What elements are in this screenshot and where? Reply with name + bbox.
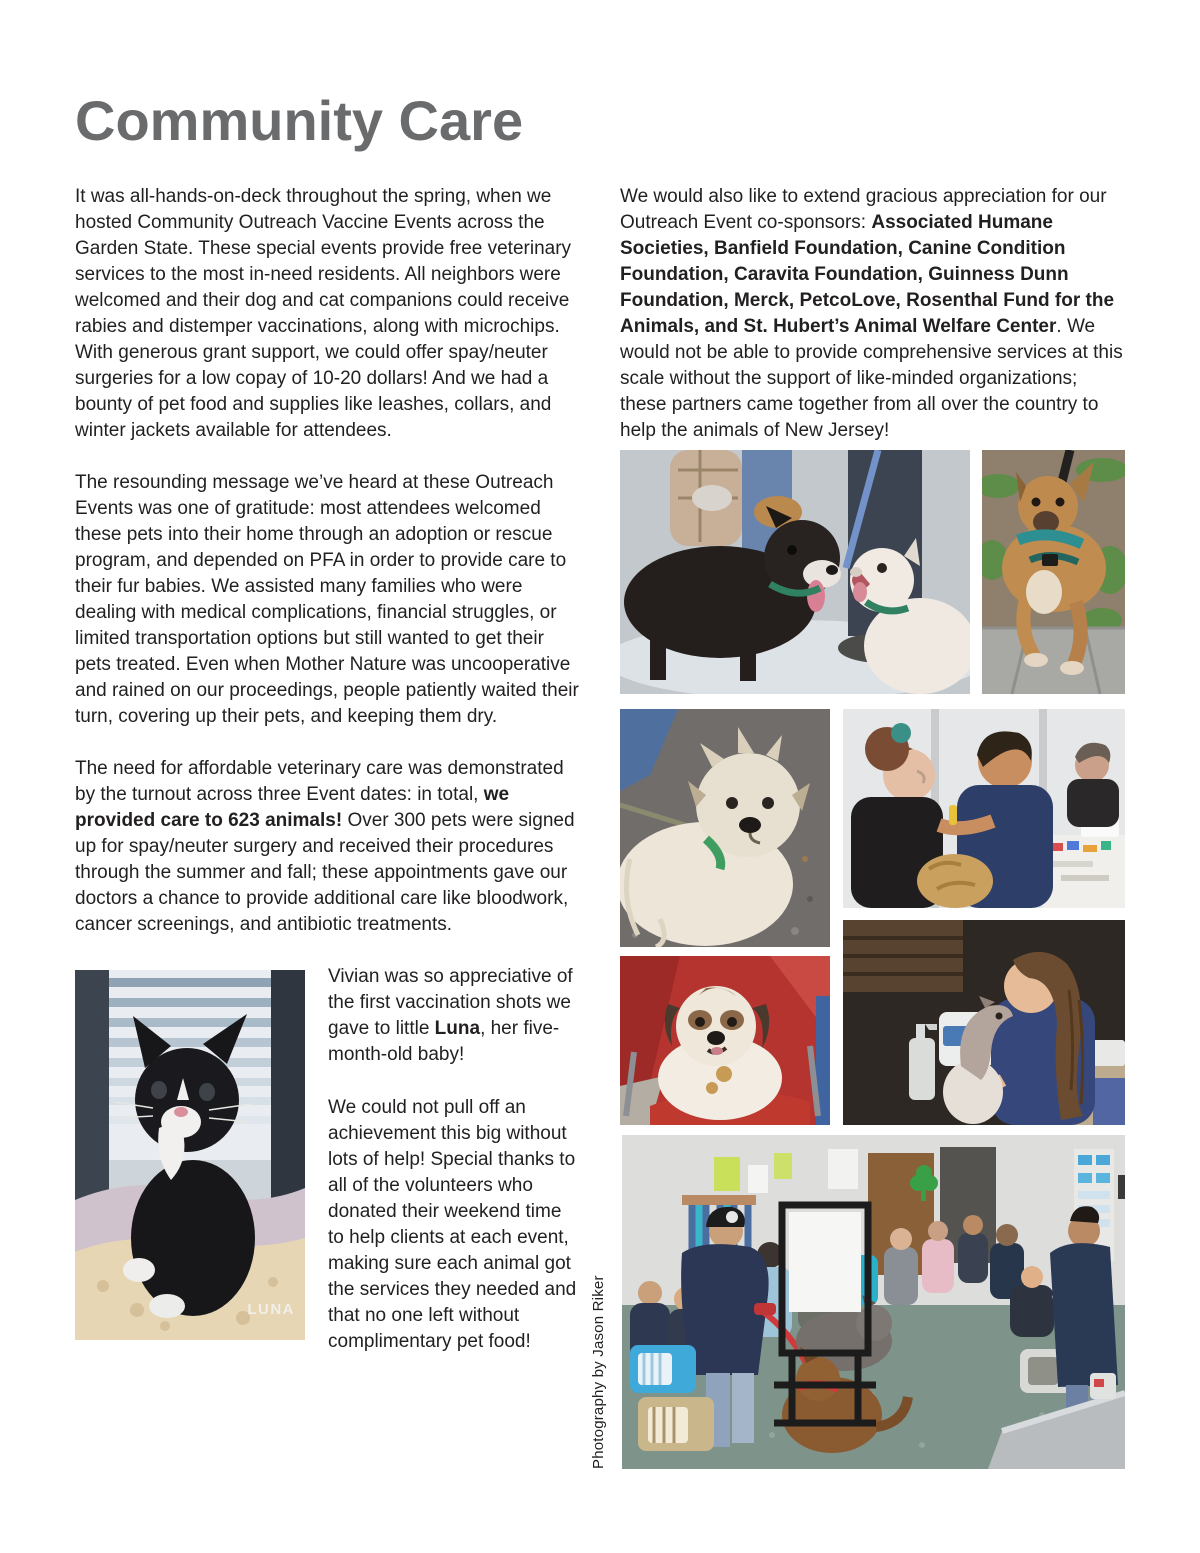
photo-luna-kitten	[75, 970, 305, 1340]
paragraph-sponsors: We would also like to extend gracious appreciation for our Outreach Event co-sponsors: Associated Humane Societies, Banfield Foundation, Canine Condition Foundation, Caravita Foundation, Guinness Dunn Foundation, Merck, PetcoLove, Rosenthal Fund for the Animals, and St. Hubert’s Animal Welfare Center. We would not be able to provide comprehensive services at this scale without the support of like-minded organizations; these partners came together from all over the country to help the animals of New Jersey!	[620, 186, 1123, 441]
photo-clinic-room	[622, 1135, 1125, 1469]
right-column	[620, 184, 1126, 470]
vet-pitbull-illustration	[843, 920, 1125, 1125]
tan-dog-illustration	[982, 450, 1125, 694]
nose	[739, 817, 761, 833]
blue-chair	[1093, 1078, 1125, 1125]
curtain-right	[271, 970, 305, 1220]
caption-column	[328, 964, 582, 1382]
luna-photo-illustration	[75, 970, 305, 1340]
luna-photo-label: LUNA	[247, 1301, 295, 1318]
photo-vet-pitbull	[843, 920, 1125, 1125]
treat	[716, 1066, 732, 1082]
pavement	[982, 628, 1125, 694]
seated-person	[1010, 1285, 1054, 1337]
paragraph-vivian-luna: Vivian was so appreciative of the first vaccination shots we gave to little Luna, her five-month-old baby!	[328, 966, 573, 1065]
arm	[939, 821, 993, 828]
comb	[949, 805, 957, 825]
page-title: Community Care	[75, 89, 524, 152]
shihtzu-illustration	[620, 956, 830, 1125]
curtain-left	[75, 970, 109, 1210]
tongue	[807, 580, 825, 612]
photo-fluffy-dog	[620, 709, 830, 947]
paragraph-volunteers: We could not pull off an achievement this big without lots of help! Special thanks to all of the volunteers who donated their weekend time to help clients at each event, making sure each animal got the services they needed and that no one left without complimentary pet food!	[328, 1097, 577, 1352]
fluffy-dog-illustration	[620, 709, 830, 947]
photo-tan-dog	[982, 450, 1125, 694]
paragraph-turnout: The need for affordable veterinary care was demonstrated by the turnout across three Event dates: in total, we provided care to 623 animals! Over 300 pets were signed up for spay/neuter surgery and received their procedures through the summer and fall; these appointments gave our doctors a chance to provide additional care like bloodwork, cancer screenings, and antibiotic treatments.	[75, 758, 575, 935]
paragraph-intro: It was all-hands-on-deck throughout the spring, when we hosted Community Outreach Vaccine Events across the Garden State. These special events provide free veterinary services to the most in-need residents. All neighbors were welcomed and their dog and cat companions could receive rabies and distemper vaccinations, along with microchips. With generous grant support, we could offer spay/neuter surgeries for a low copay of 10-20 dollars! And we had a bounty of pet food and supplies like leashes, collars, and winter jackets available for attendees.	[75, 186, 572, 441]
paragraph-gratitude: The resounding message we’ve heard at these Outreach Events was one of gratitude: most attendees welcomed these pets into their home through an adoption or rescue program, and depended on PFA in order to provide care to their fur babies. We assisted many families who were dealing with medical complications, financial struggles, or limited transportation options but still wanted to get their pets treated. Even when Mother Nature was uncooperative and rained on our proceedings, people patiently waited their turn, covering up their pets, and keeping them dry.	[75, 472, 579, 727]
vet-exam-illustration	[843, 709, 1125, 908]
left-column	[75, 184, 581, 964]
photo-shihtzu-chair	[620, 956, 830, 1125]
photo-vet-exam	[843, 709, 1125, 908]
navy-jacket	[1050, 1243, 1118, 1387]
teal-scrunchie	[891, 723, 911, 743]
two-dogs-illustration	[620, 450, 970, 694]
photo-two-dogs	[620, 450, 970, 694]
thermostat	[1118, 1175, 1125, 1199]
photography-credit: Photography by Jason Riker	[590, 1275, 607, 1469]
clinic-illustration	[622, 1135, 1125, 1469]
